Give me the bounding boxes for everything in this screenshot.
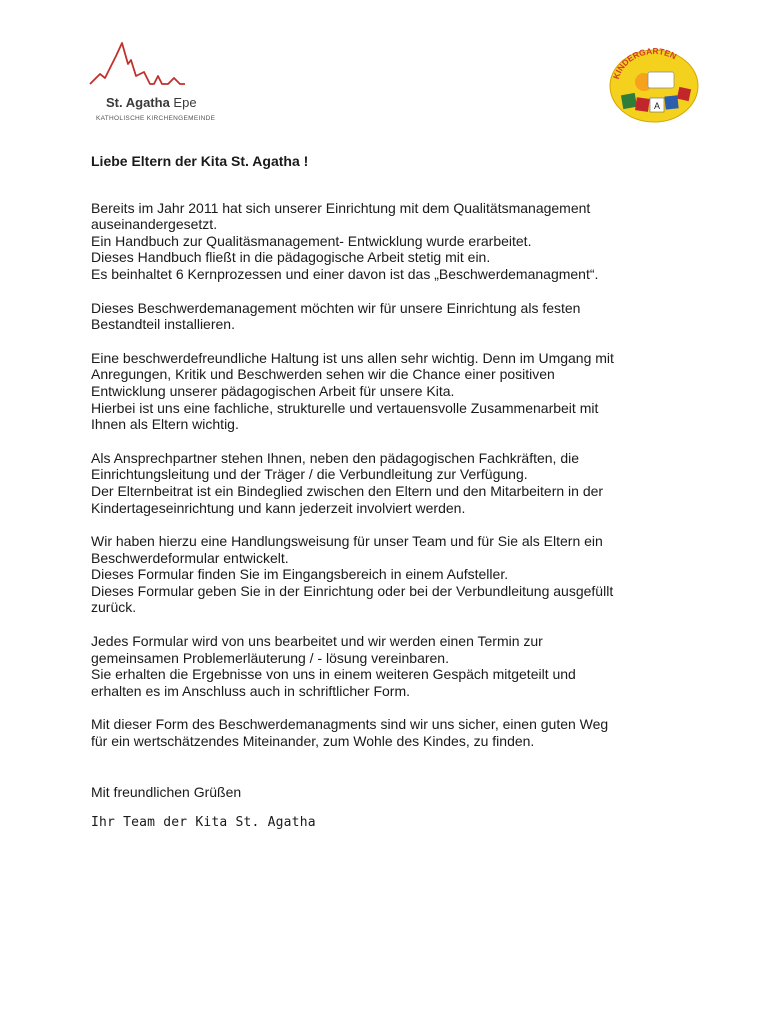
kindergarten-logo (608, 46, 700, 124)
text-line: zurück. (91, 599, 137, 616)
paragraph (91, 200, 691, 283)
kita-logo-text: KINDERGARTEN (610, 46, 679, 81)
text-line: auseinandergesetzt. (91, 216, 218, 233)
text-line: Es beinhaltet 6 Kernprozessen und einer davon ist das „Beschwerdemanagment“. (91, 265, 599, 282)
paragraph (91, 350, 691, 433)
org-subtitle: KATHOLISCHE KIRCHENGEMEINDE (96, 115, 216, 122)
text-line: für ein wertschätzendes Miteinander, zum Wohle des Kindes, zu finden. (91, 733, 535, 750)
text-line: erhalten es im Anschluss auch in schriftlicher Form. (91, 682, 411, 699)
paragraph (91, 633, 691, 699)
text-line: Hierbei ist uns eine fachliche, strukturelle und vertauensvolle Zusammenarbeit mit (91, 399, 599, 416)
signature: Ihr Team der Kita St. Agatha (91, 815, 316, 831)
text-line: Mit dieser Form des Beschwerdemanagments sind wir uns sicher, einen guten Weg (91, 716, 609, 733)
closing: Mit freundlichen Grüßen (91, 783, 242, 800)
text-line: Dieses Formular geben Sie in der Einrichtung oder bei der Verbundleitung ausgefüllt (91, 582, 614, 599)
text-line: Sie erhalten die Ergebnisse von uns in einem weiteren Gespäch mitgeteilt und (91, 666, 576, 683)
text-line: Bestandteil installieren. (91, 316, 235, 333)
salutation: Liebe Eltern der Kita St. Agatha ! (91, 153, 309, 169)
letter-body (91, 153, 691, 832)
text-line: Bereits im Jahr 2011 hat sich unserer Einrichtung mit dem Qualitätsmanagement (91, 199, 591, 216)
text-line: Eine beschwerdefreundliche Haltung ist uns allen sehr wichtig. Denn im Umgang mit (91, 349, 614, 366)
text-line: Dieses Beschwerdemanagement möchten wir für unsere Einrichtung als festen (91, 299, 581, 316)
text-line: Anregungen, Kritik und Beschwerden sehen wir die Chance einer positiven (91, 366, 555, 383)
church-skyline-icon (88, 38, 198, 98)
org-name: St. Agatha Epe (106, 95, 197, 110)
text-line: Dieses Formular finden Sie im Eingangsbereich in einem Aufsteller. (91, 566, 509, 583)
svg-text:A: A (654, 101, 661, 111)
text-line: Der Elternbeitrat ist ein Bindeglied zwischen den Eltern und den Mitarbeitern in der (91, 482, 604, 499)
paragraph (91, 450, 691, 516)
text-line: Kindertageseinrichtung und kann jederzeit involviert werden. (91, 499, 466, 516)
text-line: Entwicklung unserer pädagogischen Arbeit für unsere Kita. (91, 382, 455, 399)
text-line: Ein Handbuch zur Qualitäsmanagement- Entwicklung wurde erarbeitet. (91, 232, 532, 249)
paragraph (91, 716, 691, 749)
text-line: Beschwerdeformular entwickelt. (91, 549, 289, 566)
parish-logo (88, 38, 218, 130)
text-line: gemeinsamen Problemerläuterung / - lösung vereinbaren. (91, 649, 449, 666)
paragraph (91, 300, 691, 333)
text-line: Wir haben hierzu eine Handlungsweisung für unser Team und für Sie als Eltern ein (91, 533, 603, 550)
paragraph (91, 533, 691, 616)
text-line: Als Ansprechpartner stehen Ihnen, neben den pädagogischen Fachkräften, die (91, 449, 580, 466)
text-line: Dieses Handbuch fließt in die pädagogische Arbeit stetig mit ein. (91, 249, 491, 266)
text-line: Ihnen als Eltern wichtig. (91, 416, 239, 433)
text-line: Einrichtungsleitung und der Träger / die Verbundleitung zur Verfügung. (91, 466, 528, 483)
text-line: Jedes Formular wird von uns bearbeitet und wir werden einen Termin zur (91, 633, 543, 650)
